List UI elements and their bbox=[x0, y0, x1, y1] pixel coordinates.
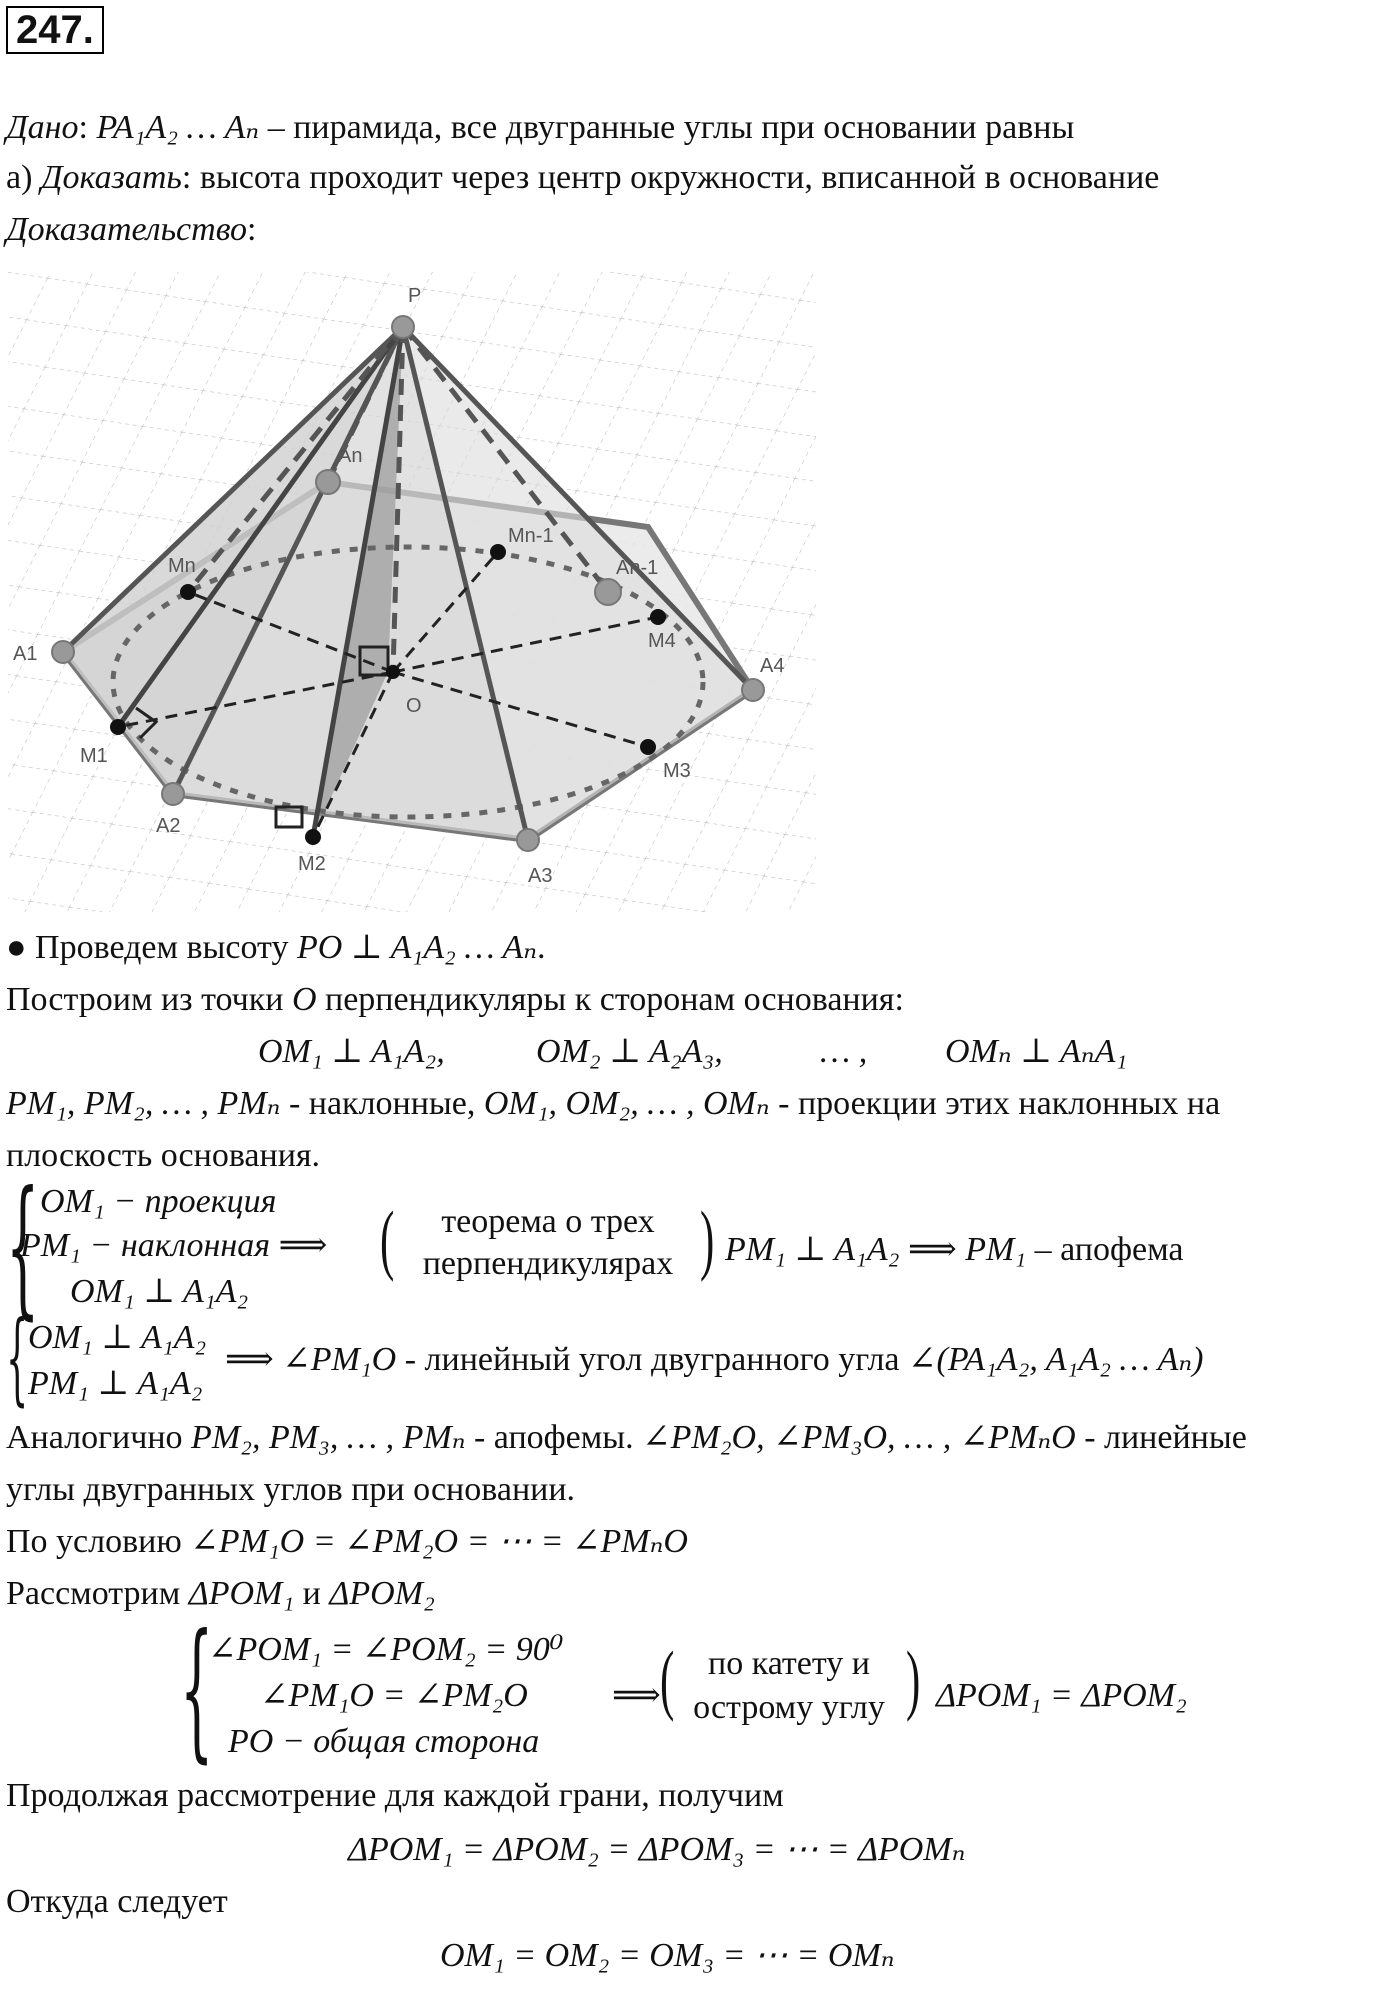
label-p: P bbox=[408, 285, 422, 307]
label-m2: M2 bbox=[298, 853, 326, 875]
point-o bbox=[386, 665, 400, 679]
point-a2 bbox=[162, 783, 184, 805]
line-dihedral: углы двугранных углов при основании. bbox=[6, 1471, 576, 1508]
system1-brace: { bbox=[6, 1160, 40, 1334]
task-a-label: Доказать bbox=[40, 159, 182, 196]
system1-row2: PM₁ − наклонная ⟹ bbox=[20, 1227, 328, 1264]
line-continue: Продолжая рассмотрение для каждой грани, получим bbox=[6, 1777, 784, 1814]
line-hence: Откуда следует bbox=[6, 1883, 228, 1920]
point-m3 bbox=[640, 739, 656, 755]
point-m2 bbox=[305, 829, 321, 845]
perp-formula-n: OMₙ ⊥ AₙA₁ bbox=[945, 1033, 1128, 1070]
point-p bbox=[392, 316, 414, 338]
system2-row1: OM₁ ⊥ A₁A₂ bbox=[28, 1319, 207, 1356]
system1-paren-left: ( bbox=[380, 1195, 395, 1282]
label-mn1: Mn-1 bbox=[508, 525, 554, 547]
point-a3 bbox=[517, 829, 539, 851]
label-m1: M1 bbox=[80, 745, 108, 767]
point-m4 bbox=[650, 609, 666, 625]
perp-formula-dots: … , bbox=[820, 1033, 868, 1070]
point-m1 bbox=[110, 719, 126, 735]
label-a1: A1 bbox=[13, 643, 38, 665]
system1-result: PM₁ ⊥ A₁A₂ ⟹ PM₁ – апофема bbox=[725, 1231, 1184, 1268]
line-om-equal: OM₁ = OM₂ = OM₃ = ⋯ = OMₙ bbox=[440, 1937, 895, 1974]
system3-criterion-1: по катету и bbox=[708, 1645, 870, 1682]
given-formula: PA₁A₂ … Aₙ bbox=[96, 109, 260, 146]
label-mn: Mn bbox=[168, 555, 196, 577]
proof-label: Доказательство bbox=[6, 211, 248, 248]
system3-result: ΔPOM₁ = ΔPOM₂ bbox=[936, 1677, 1187, 1714]
system3-brace: { bbox=[180, 1603, 214, 1777]
line-consider: Рассмотрим ΔPOM₁ и ΔPOM₂ bbox=[6, 1575, 435, 1612]
point-an1 bbox=[595, 579, 621, 605]
system1-theorem-1: теорема о трех bbox=[441, 1203, 655, 1240]
task-a-line: а) Доказать: высота проходит через центр окружности, вписанной в основание bbox=[6, 159, 1160, 196]
given-line: Дано: PA₁A₂ … Aₙ – пирамида, все двугранные углы при основании равны bbox=[6, 109, 1075, 146]
given-text: – пирамида, все двугранные углы при основании равны bbox=[259, 109, 1075, 146]
label-m3: M3 bbox=[663, 760, 691, 782]
system2-row2: PM₁ ⊥ A₁A₂ bbox=[28, 1365, 203, 1402]
label-a4: A4 bbox=[760, 655, 785, 677]
pyramid-figure bbox=[8, 272, 816, 912]
line-triangles-equal: ΔPOM₁ = ΔPOM₂ = ΔPOM₃ = ⋯ = ΔPOMₙ bbox=[348, 1831, 966, 1868]
point-mn bbox=[180, 584, 196, 600]
line-slants: PM₁, PM₂, … , PMₙ - наклонные, OM₁, OM₂, … , OMₙ - проекции этих наклонных на bbox=[6, 1085, 1221, 1122]
line-condition: По условию ∠PM₁O = ∠PM₂O = ⋯ = ∠PMₙO bbox=[6, 1523, 688, 1560]
system3-criterion-2: острому углу bbox=[693, 1689, 885, 1726]
label-a2: A2 bbox=[156, 815, 181, 837]
point-mn1 bbox=[490, 544, 506, 560]
system1-row1: OM₁ − проекция bbox=[40, 1183, 277, 1220]
line-base-plane: плоскость основания. bbox=[6, 1137, 321, 1174]
system3-paren-left: ( bbox=[660, 1635, 675, 1722]
perp-formula-1: OM₁ ⊥ A₁A₂, bbox=[258, 1033, 445, 1070]
proof-heading: Доказательство: bbox=[6, 211, 257, 248]
given-label: Дано bbox=[6, 109, 79, 146]
task-a-text: : высота проходит через центр окружности, вписанной в основание bbox=[181, 159, 1160, 196]
label-o: O bbox=[406, 695, 422, 717]
perp-formula-2: OM₂ ⊥ A₂A₃, bbox=[536, 1033, 723, 1070]
system2-brace: { bbox=[6, 1299, 29, 1416]
system1-row3: OM₁ ⊥ A₁A₂ bbox=[70, 1273, 249, 1310]
system3-row2: ∠PM₁O = ∠PM₂O bbox=[260, 1677, 528, 1714]
system3-row3: PO − общая сторона bbox=[228, 1723, 540, 1760]
system3-paren-right: ) bbox=[906, 1635, 921, 1722]
line-height-drawn: ● Проведем высоту PO ⊥ A₁A₂ … Aₙ. bbox=[6, 929, 546, 966]
problem-number: 247. bbox=[6, 6, 104, 54]
label-an1: An-1 bbox=[616, 557, 659, 579]
system3-arrow: ⟹ bbox=[612, 1677, 661, 1714]
system2-result: ⟹ ∠PM₁O - линейный угол двугранного угла ∠(PA₁A₂, A₁A₂ … Aₙ) bbox=[225, 1341, 1204, 1378]
point-a1 bbox=[52, 641, 74, 663]
label-an: An bbox=[338, 445, 363, 467]
point-a4 bbox=[742, 679, 764, 701]
system1-theorem-2: перпендикулярах bbox=[422, 1245, 674, 1282]
system3-row1: ∠POM₁ = ∠POM₂ = 90⁰ bbox=[208, 1631, 564, 1668]
system1-paren-right: ) bbox=[700, 1195, 715, 1282]
line-similarly: Аналогично PM₂, PM₃, … , PMₙ - апофемы. ∠PM₂O, ∠PM₃O, … , ∠PMₙO - линейные bbox=[6, 1419, 1247, 1456]
line-perpendiculars: Построим из точки O перпендикуляры к сторонам основания: bbox=[6, 981, 904, 1018]
label-a3: A3 bbox=[528, 865, 553, 887]
point-an bbox=[316, 470, 340, 494]
label-m4: M4 bbox=[648, 630, 676, 652]
